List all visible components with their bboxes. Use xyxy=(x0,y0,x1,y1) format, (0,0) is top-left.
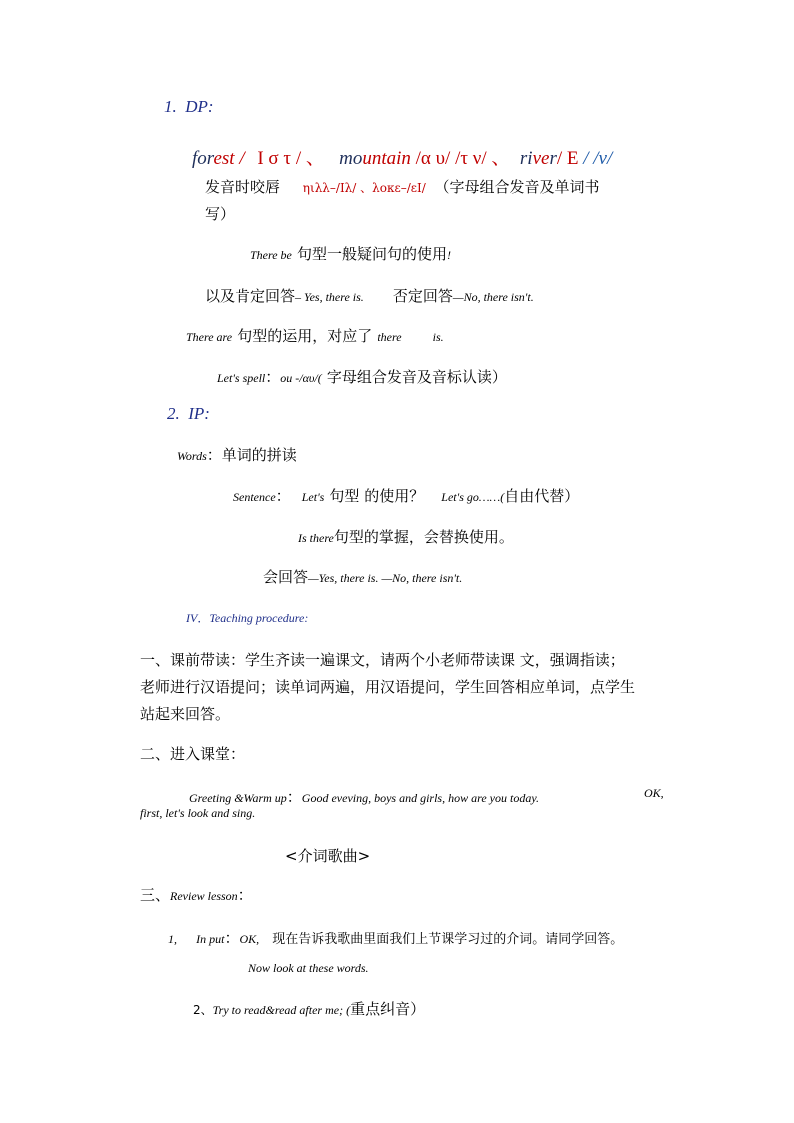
phonetic-forest: Ι σ τ / xyxy=(257,148,302,169)
word-river-part3: r xyxy=(549,148,557,169)
step2-num: 2、 xyxy=(193,1003,213,1017)
word-mountain-part1: mo xyxy=(339,148,363,169)
teaching-procedure-title: Teaching procedure: xyxy=(209,611,309,625)
section-title: IP: xyxy=(188,404,210,423)
para1-line2: 老师进行汉语提问；读单词两遍，用汉语提问，学生回答相应单词，点学生 xyxy=(140,678,636,696)
para1-line1: 一、课前带读：学生齐读一遍课文，请两个小老师带读课 文，强调指读； xyxy=(140,651,625,669)
lets-spell-phonetic: ou -/αυ/( xyxy=(280,371,322,385)
greeting-line xyxy=(189,786,539,807)
pron-note: （字母组合发音及单词书 xyxy=(434,178,600,196)
pron-phonetics: ηιλλ–/Ιλ/ 、λοκε–/εΙ/ xyxy=(302,181,426,195)
roman-iv: IV xyxy=(186,611,198,625)
lets-word: Let's xyxy=(301,490,325,504)
sentence-en: Sentence xyxy=(233,490,276,504)
section-1-heading xyxy=(164,97,214,117)
there-be-cn: 句型一般疑问句的使用 xyxy=(296,245,447,263)
sentence-line xyxy=(233,485,579,506)
step1-line xyxy=(168,927,623,948)
words-line xyxy=(177,444,297,465)
word-river-part1: ri xyxy=(519,148,533,169)
section-title: DP: xyxy=(185,97,214,116)
now-look-line: Now look at these words. xyxy=(248,961,369,975)
answer-text: —Yes, there is. —No, there isn't. xyxy=(308,571,463,585)
lets-spell-note: 字母组合发音及音标认读） xyxy=(326,368,507,386)
section-number: 2. xyxy=(167,404,180,423)
there-are-en: There are xyxy=(186,330,233,344)
section-number: 1. xyxy=(164,97,177,116)
word-forest-part2: est xyxy=(213,148,235,169)
colon: ： xyxy=(265,368,281,386)
sentence-cn: 句型 的使用？ xyxy=(329,487,425,505)
para1-line3: 站起来回答。 xyxy=(140,705,231,723)
answers-line xyxy=(205,285,534,306)
lets-spell-en: Let's spell xyxy=(217,371,266,385)
there-word: there xyxy=(377,330,402,344)
there-are-cn: 句型的运用，对应了 xyxy=(237,327,373,345)
positive-answer: – Yes, there is. xyxy=(295,290,364,304)
review-lesson: Review lesson xyxy=(170,889,238,903)
is-there-line xyxy=(298,526,514,547)
para3-num: 三、 xyxy=(140,886,171,904)
greeting-ok: OK, xyxy=(644,786,664,800)
exclaim: ! xyxy=(447,248,451,262)
phonetic-river: / Ε xyxy=(556,148,579,169)
dot: ． xyxy=(197,611,210,625)
pron-text: 发音时咬唇 xyxy=(205,178,281,196)
word-forest-part1: for xyxy=(192,148,214,169)
is-word: is. xyxy=(432,330,444,344)
is-there-cn: 句型的掌握，会替换使用。 xyxy=(333,528,514,546)
para3-title xyxy=(140,884,253,905)
sentence-note: 自由代替） xyxy=(504,487,580,505)
step1-cn: 现在告诉我歌曲里面我们上节课学习过的介词。请同学回答。 xyxy=(272,932,624,947)
phonetics-line xyxy=(192,143,612,170)
phonetic-mountain: /α υ/ /τ ν/ xyxy=(410,148,487,169)
there-be-line xyxy=(250,243,451,264)
words-cn: ：单词的拼读 xyxy=(206,446,297,464)
separator: 、 xyxy=(486,148,511,169)
negative-answer-label: 否定回答 xyxy=(392,287,453,305)
section-2-heading xyxy=(167,404,210,424)
ok-word: OK, xyxy=(239,932,260,946)
pron-note-cont: 写） xyxy=(205,205,236,223)
colon: ： xyxy=(286,788,302,806)
separator: 、 xyxy=(301,148,325,169)
step2-line xyxy=(193,998,425,1019)
is-there-en: Is there xyxy=(298,531,334,545)
greeting-text: Good eveving, boys and girls, how are you today. xyxy=(301,791,539,805)
answer-line-2 xyxy=(263,566,462,587)
step2-cn: 重点纠音） xyxy=(350,1000,426,1018)
colon: ： xyxy=(275,487,291,505)
negative-answer: —No, there isn't. xyxy=(452,290,534,304)
there-be-en: There be xyxy=(250,248,292,262)
step2-en: Try to read&read after me; ( xyxy=(212,1003,351,1017)
song-title: <介词歌曲> xyxy=(285,847,371,865)
word-river-part2: ve xyxy=(532,148,550,169)
para2-title: 二、进入课堂： xyxy=(140,745,246,763)
positive-answer-label: 以及肯定回答 xyxy=(205,287,296,305)
words-en: Words xyxy=(177,449,207,463)
answer-label: 会回答 xyxy=(263,568,309,586)
teaching-procedure-heading xyxy=(186,609,308,626)
colon: ： xyxy=(237,886,253,904)
greeting-en: Greeting &Warm up xyxy=(189,791,287,805)
phonetic-slash: / xyxy=(234,148,250,169)
pronunciation-line xyxy=(205,176,600,197)
step1-num: 1, xyxy=(168,932,177,946)
input-en: In put xyxy=(196,932,225,946)
greeting-line2: first, let's look and sing. xyxy=(140,806,256,820)
phonetic-v: / /ν/ xyxy=(578,148,613,169)
lets-go: Let's go……( xyxy=(441,490,505,504)
lets-spell-line xyxy=(217,366,507,387)
colon: ： xyxy=(224,929,240,947)
there-are-line xyxy=(186,325,444,346)
word-mountain-part2: untain xyxy=(362,148,411,169)
